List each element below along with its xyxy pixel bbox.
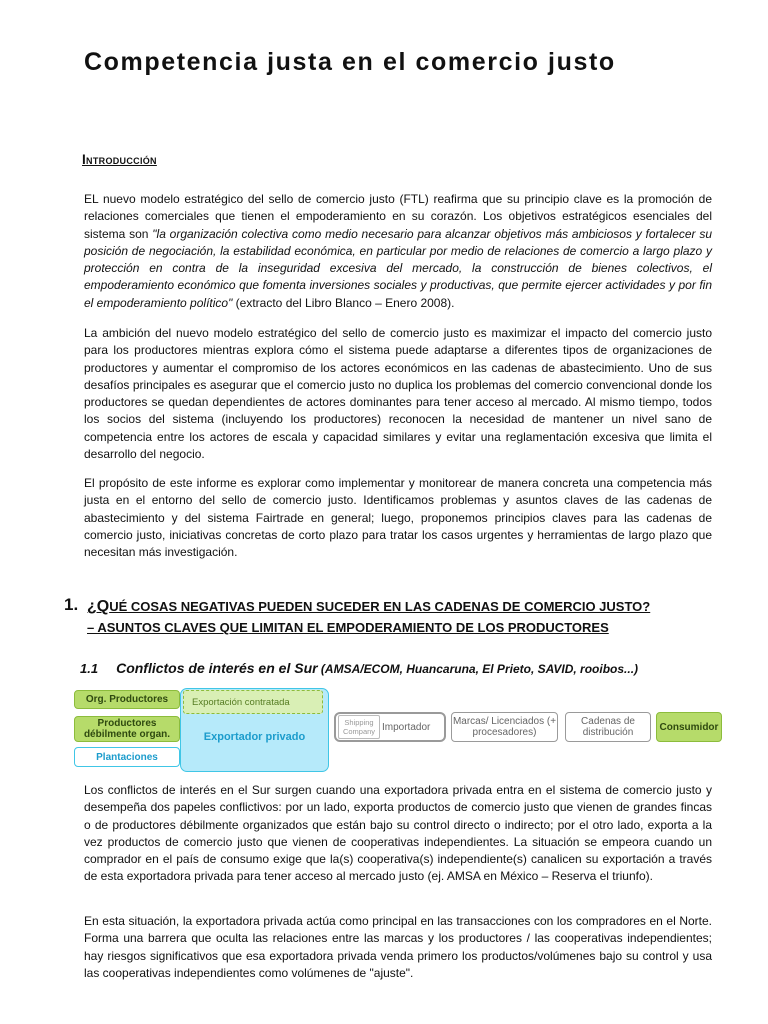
section-number: 1. (64, 595, 79, 614)
body-paragraph-4: Los conflictos de interés en el Sur surgen cuando una exportadora privada entra en el sistema de comercio justo y desempeña dos papeles conflictivos: por un lado, exporta productos de comercio justo que vienen de grandes fincas o de productores débilmente organizados que están bajo su control directo o indirecto; por el otro lado, exporta a la vez productos de comercio justo que vienen de cooperativas independientes. La situación se empeora cuando un comprador en el país de consumo exige que la(s) cooperativa(s) independiente(s) canalicen su exportación a través de esta exportadora privada para tener acceso al mercado justo (ej. AMSA en México – Reserva el triunfo). (84, 783, 712, 884)
importador-label: Importador (382, 721, 431, 733)
exportacion-contratada-box: Exportación contratada (183, 690, 323, 714)
section-heading-line-2: – ASUNTOS CLAVES QUE LIMITAN EL EMPODERAMIENTO DE LOS PRODUCTORES (87, 620, 609, 635)
intro-paragraph-1: EL nuevo modelo estratégico del sello de comercio justo (FTL) reafirma que su principio clave es la promoción de relaciones comerciales que tienen el empoderamiento en su corazón. Los objetivos estratégicos esenciales del sistema son "la organización colectiva como medio necesario para alcanzar objetivos más ambiciosos y fortalecer su posición de negociación, la estabilidad económica, en particular por medio de relaciones de comercio a largo plazo y protección en contra de la inseguridad excesiva del mercado, la construcción de bienes colectivos, el empoderamiento económico que fomenta inversiones sociales y productivas, que permite ejercer actividades y por fin el empoderamiento político" (extracto del Libro Blanco – Enero 2008). (84, 192, 713, 310)
intro-paragraph-2: La ambición del nuevo modelo estratégico del sello de comercio justo es maximizar el impacto del comercio justo para los productores mientras explora cómo el sistema puede adaptarse a diferentes tipos de organizaciones de productores y aumentar el compromiso de los actores económicos en las cadenas de abastecimiento. Uno de sus desafíos principales es asegurar que el comercio justo no duplica los problemas del comercio convencional donde los productores se quedan dependientes de actores dominantes para tener acceso al mercado. Al mismo tiempo, todos los socios del sistema (incluyendo los productores) reconocen la necesidad de mantener un nivel sano de competencia entre los actores de escala y capacidad similares y evitar una reglamentación excesiva que limita el desarrollo del negocio. (84, 326, 712, 462)
document-title: Competencia justa en el comercio justo (84, 48, 616, 76)
subsection-examples: (AMSA/ECOM, Huancaruna, El Prieto, SAVID, rooibos...) (317, 662, 639, 676)
org-productores-box: Org. Productores (74, 690, 180, 709)
cadenas-box: Cadenas de distribución (565, 712, 651, 742)
subsection-1-1-heading (80, 660, 638, 676)
intro-paragraph-3: El propósito de este informe es explorar como implementar y monitorear de manera concreta una competencia más justa en el entorno del sello de comercio justo. Identificamos problemas y asuntos claves de las cadenas de abastecimiento y del sistema Fairtrade en general; luego, proponemos principios claves para las cadenas de comercio justo, iniciativas concretas de corto plazo para tratar los casos urgentes y herramientas de largo plazo que necesitan más investigación. (84, 476, 712, 560)
consumidor-box: Consumidor (656, 712, 722, 742)
subsection-number: 1.1 (80, 661, 99, 676)
intro-heading: Introducción (82, 152, 157, 167)
exportador-privado-label: Exportador privado (203, 730, 306, 743)
plantaciones-box: Plantaciones (74, 747, 180, 767)
marcas-box: Marcas/ Licenciados (+ procesadores) (451, 712, 558, 742)
body-paragraph-5: En esta situación, la exportadora privada actúa como principal en las transacciones con los compradores en el Norte. Forma una barrera que oculta las relaciones entre las marcas y los productores / las cooperativas independientes; hay riesgos significativos que esa exportadora privada venda primero los productos/volúmenes bajo su control y usa las cooperativas independientes como volúmenes de "ajuste". (84, 914, 712, 980)
productores-debiles-box: Productores débilmente organ. (74, 716, 180, 742)
shipping-company-box: Shipping Company (338, 715, 380, 739)
section-heading-line-1: ¿QUÉ COSAS NEGATIVAS PUEDEN SUCEDER EN LAS CADENAS DE COMERCIO JUSTO? (87, 598, 651, 615)
subsection-title: Conflictos de interés en el Sur (116, 660, 318, 676)
